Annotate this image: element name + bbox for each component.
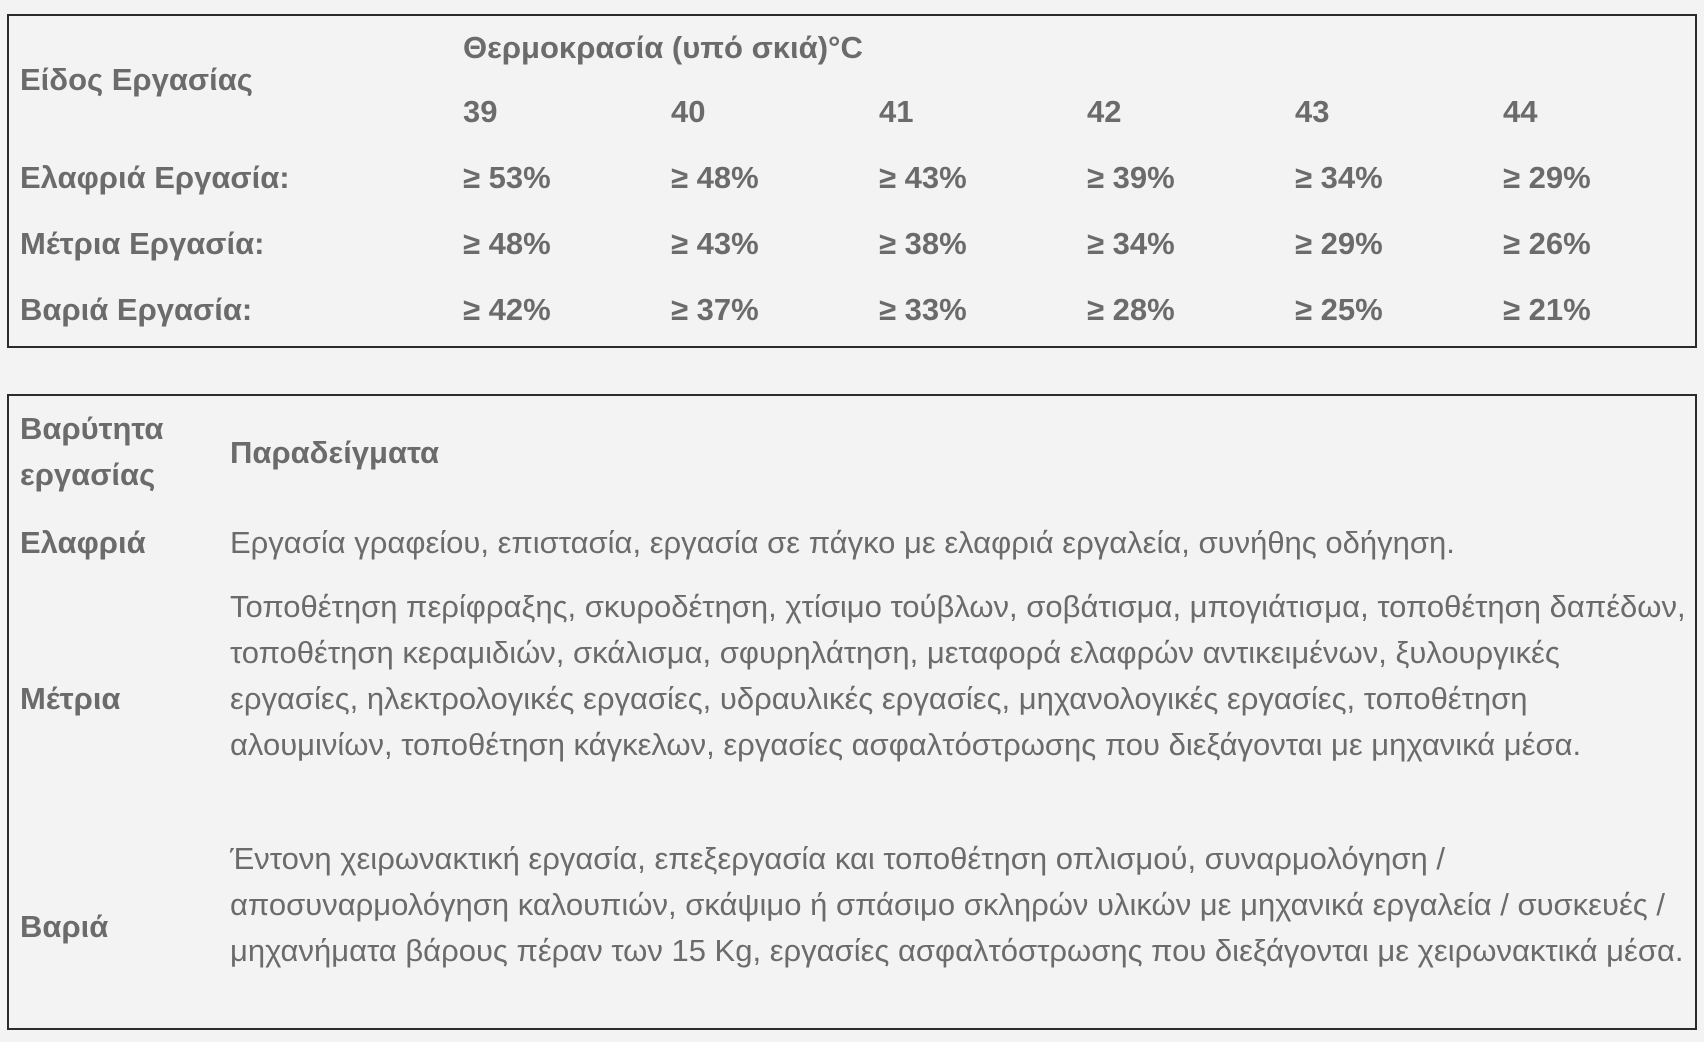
table-cell: ≥ 29%: [1503, 160, 1591, 195]
table-cell: ≥ 48%: [671, 160, 759, 195]
temperature-humidity-table: [7, 14, 1697, 348]
severity-moderate-label: Μέτρια: [20, 681, 121, 716]
temp-41: 41: [879, 94, 914, 129]
severity-light-examples: Εργασία γραφείου, επιστασία, εργασία σε πάγκο με ελαφριά εργαλεία, συνήθης οδήγηση.: [230, 525, 1455, 560]
table-cell: ≥ 48%: [463, 226, 551, 261]
table-cell: ≥ 43%: [671, 226, 759, 261]
severity-header: Βαρύτητα εργασίας: [20, 411, 164, 492]
table-cell: ≥ 34%: [1295, 160, 1383, 195]
table-cell: ≥ 53%: [463, 160, 551, 195]
temperature-values-row: [9, 92, 1695, 132]
table-cell: ≥ 33%: [879, 292, 967, 327]
row-label: Ελαφριά Εργασία:: [20, 160, 290, 195]
temp-42: 42: [1087, 94, 1122, 129]
table-cell: ≥ 34%: [1087, 226, 1175, 261]
temp-39: 39: [463, 94, 498, 129]
temp-44: 44: [1503, 94, 1538, 129]
table-row-moderate: [9, 224, 1695, 264]
temp-43: 43: [1295, 94, 1330, 129]
table-cell: ≥ 39%: [1087, 160, 1175, 195]
table-cell: ≥ 37%: [671, 292, 759, 327]
table-row-light: [9, 158, 1695, 198]
work-severity-examples-table: [7, 394, 1697, 1030]
table-cell: ≥ 29%: [1295, 226, 1383, 261]
severity-heavy-examples: Έντονη χειρωνακτική εργασία, επεξεργασία και τοποθέτηση οπλισμού, συναρμολόγηση / αποσυναρμολόγηση καλουπιών, σκάψιμο ή σπάσιμο σκληρών υλικών με μηχανικά εργαλεία / συσκευές / μηχανήματα βάρους πέραν των 15 Kg, εργασίες ασφαλτόστρωσης που διεξάγονται με χειρωνακτικά μέσα.: [230, 841, 1684, 968]
row-label: Βαριά Εργασία:: [20, 292, 253, 327]
table-cell: ≥ 25%: [1295, 292, 1383, 327]
temp-40: 40: [671, 94, 706, 129]
work-type-header: Είδος Εργασίας: [20, 62, 253, 97]
severity-moderate-examples: Τοποθέτηση περίφραξης, σκυροδέτηση, χτίσιμο τούβλων, σοβάτισμα, μπογιάτισμα, τοποθέτηση δαπέδων, τοποθέτηση κεραμιδιών, σκάλισμα, σφυρηλάτηση, μεταφορά ελαφρών αντικειμένων, ξυλουργικές εργασίες, ηλεκτρολογικές εργασίες, υδραυλικές εργασίες, μηχανολογικές εργασίες, τοποθέτηση αλουμινίων, τοποθέτηση κάγκελων, εργασίες ασφαλτόστρωσης που διεξάγονται με μηχανικά μέσα.: [230, 589, 1686, 762]
table-cell: ≥ 38%: [879, 226, 967, 261]
table-cell: ≥ 26%: [1503, 226, 1591, 261]
table-cell: ≥ 42%: [463, 292, 551, 327]
severity-heavy-label: Βαριά: [20, 909, 109, 944]
row-label: Μέτρια Εργασία:: [20, 226, 265, 261]
table-row-heavy: [9, 290, 1695, 330]
table-cell: ≥ 43%: [879, 160, 967, 195]
table-cell: ≥ 28%: [1087, 292, 1175, 327]
examples-header: Παραδείγματα: [230, 435, 440, 470]
severity-light-label: Ελαφριά: [20, 525, 146, 560]
table-cell: ≥ 21%: [1503, 292, 1591, 327]
temperature-header: Θερμοκρασία (υπό σκιά)°C: [463, 30, 863, 65]
